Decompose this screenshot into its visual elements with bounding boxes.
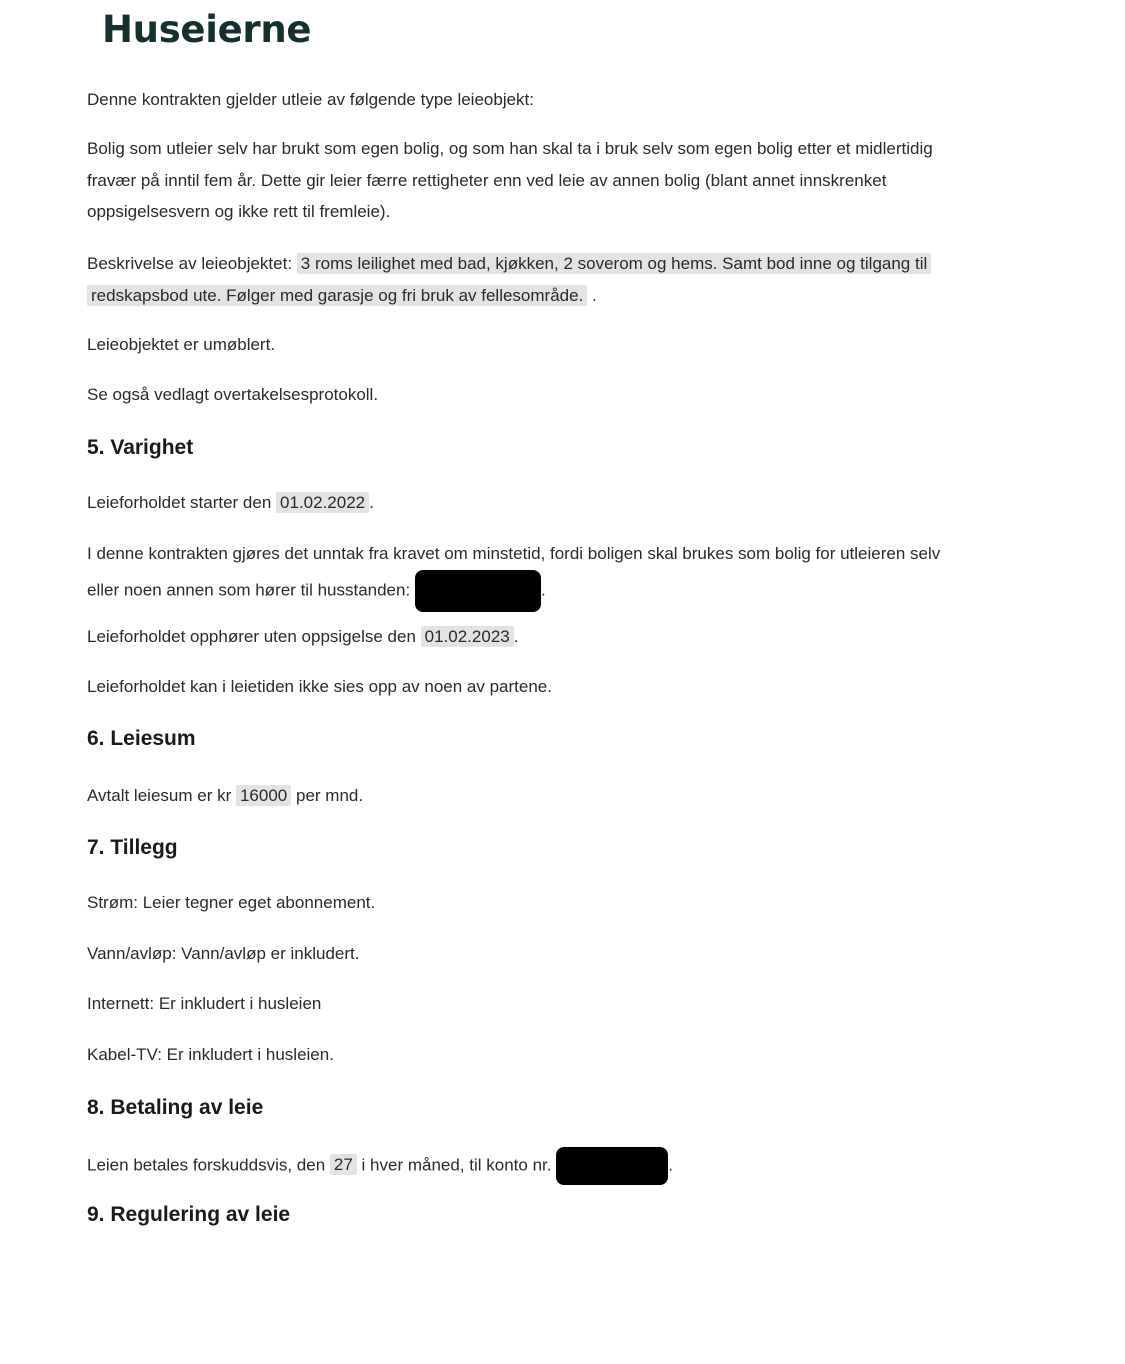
period: .	[592, 285, 597, 305]
period: .	[540, 579, 546, 599]
payment-terms	[87, 1147, 1047, 1185]
redacted-household-member	[415, 570, 541, 612]
section-6-heading: 6. Leiesum	[87, 727, 196, 750]
payment-post-text: i hver måned, til konto nr.	[361, 1155, 552, 1175]
period: .	[668, 1155, 673, 1175]
section-9-heading: 9. Regulering av leie	[87, 1203, 291, 1226]
object-type-intro	[87, 84, 1047, 116]
lease-start	[87, 487, 1047, 519]
exception-line-1: I denne kontrakten gjøres det unntak fra kravet om minstetid, fordi boligen skal brukes som bolig for utleieren selv	[87, 544, 941, 563]
object-type-text: Denne kontrakten gjelder utleie av følgende type leieobjekt:	[87, 90, 535, 109]
section-5-heading: 5. Varighet	[87, 436, 194, 459]
furnished-text: Leieobjektet er umøblert.	[87, 335, 276, 354]
payment-day: 27	[330, 1154, 357, 1175]
water-text: Vann/avløp: Vann/avløp er inkludert.	[87, 944, 360, 963]
object-type-description	[87, 133, 1047, 228]
period: .	[369, 493, 374, 512]
cable-text: Kabel-TV: Er inkludert i husleien.	[87, 1045, 334, 1064]
period: .	[513, 627, 519, 646]
internet-text: Internett: Er inkludert i husleien	[87, 994, 322, 1013]
rent-value: 16000	[236, 785, 291, 806]
addon-internet	[87, 988, 1047, 1020]
payment-pre-text: Leien betales forskuddsvis, den	[87, 1155, 326, 1175]
object-description-label: Beskrivelse av leieobjektet:	[87, 254, 293, 273]
object-type-desc-line-2: fravær på inntil fem år. Dette gir leier færre rettigheter enn ved leie av annen bolig (blant annet innskrenket	[87, 170, 887, 190]
lease-start-text: Leieforholdet starter den	[87, 493, 272, 512]
object-type-desc-line-1: Bolig som utleier selv har brukt som egen bolig, og som han skal ta i bruk selv som egen bolig etter et midlertidig	[87, 139, 933, 158]
rent-pre-text: Avtalt leiesum er kr	[87, 786, 232, 805]
lease-end-date: 01.02.2023	[421, 626, 514, 647]
no-termination-text: Leieforholdet kan i leietiden ikke sies opp av noen av partene.	[87, 677, 552, 696]
minimum-term-exception	[87, 538, 1047, 612]
object-description	[87, 248, 1047, 311]
addon-cable-tv	[87, 1039, 1047, 1071]
furnished-status	[87, 329, 1047, 361]
object-description-value-line-2: redskapsbod ute. Følger med garasje og fri bruk av fellesområde.	[87, 285, 587, 306]
object-description-value-line-1: 3 roms leilighet med bad, kjøkken, 2 soverom og hems. Samt bod inne og tilgang til	[297, 253, 932, 274]
addon-power	[87, 887, 1047, 919]
redacted-account-number	[556, 1147, 668, 1185]
protocol-note	[87, 379, 1047, 411]
protocol-text: Se også vedlagt overtakelsesprotokoll.	[87, 385, 379, 404]
no-termination	[87, 671, 1047, 703]
lease-end-text: Leieforholdet opphører uten oppsigelse den	[87, 627, 416, 646]
object-type-desc-line-3: oppsigelsesvern og ikke rett til fremleie).	[87, 202, 391, 221]
exception-line-2: eller noen annen som hører til husstanden:	[87, 579, 411, 599]
huseierne-logo: Huseierne	[102, 8, 312, 51]
addon-water	[87, 938, 1047, 970]
lease-end	[87, 621, 1047, 653]
lease-start-date: 01.02.2022	[276, 492, 369, 513]
rent-amount	[87, 780, 1047, 812]
rent-post-text: per mnd.	[295, 786, 364, 805]
section-7-heading: 7. Tillegg	[87, 836, 178, 859]
section-8-heading: 8. Betaling av leie	[87, 1096, 264, 1119]
power-text: Strøm: Leier tegner eget abonnement.	[87, 893, 376, 912]
